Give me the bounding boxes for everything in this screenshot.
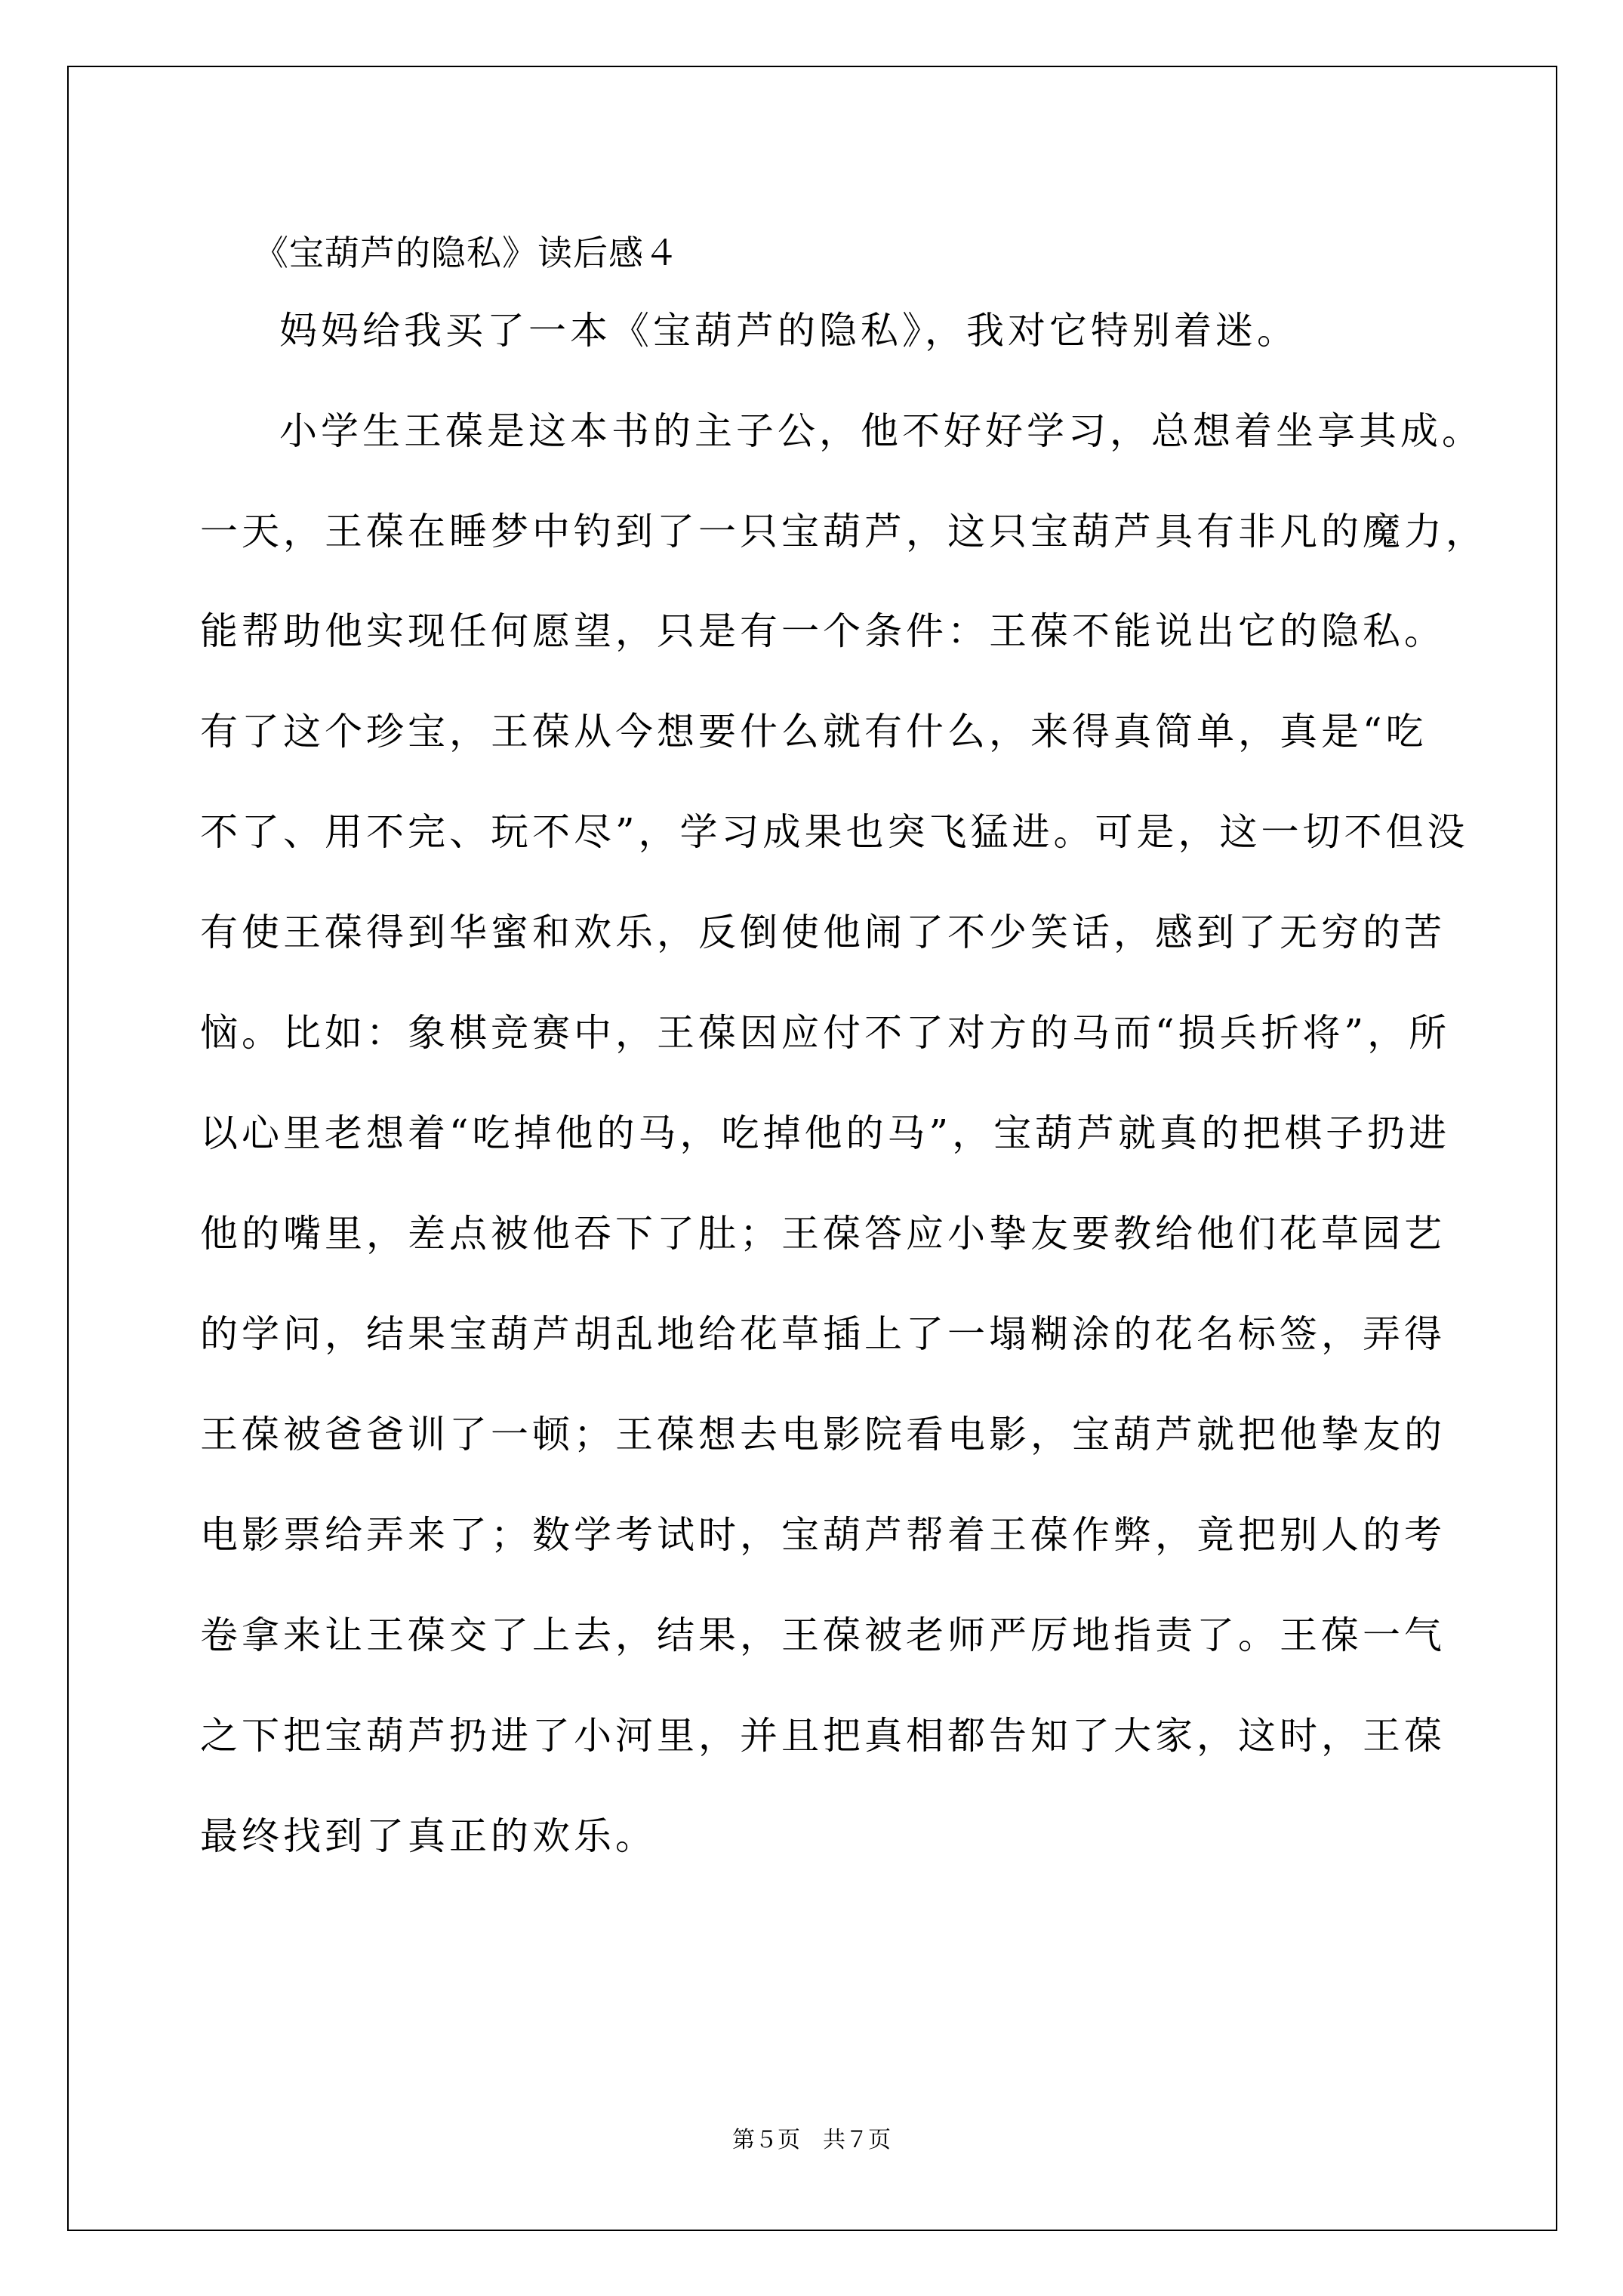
paragraph-line: 他的嘴里，差点被他吞下了肚；王葆答应小挚友要教给他们花草园艺 [200, 1212, 1446, 1256]
paragraph-line: 最终找到了真正的欢乐。 [200, 1814, 657, 1858]
paragraph-line: 之下把宝葫芦扔进了小河里，并且把真相都告知了大家，这时，王葆 [200, 1714, 1446, 1758]
paragraph-line: 的学问，结果宝葫芦胡乱地给花草插上了一塌糊涂的花名标签，弄得 [200, 1312, 1446, 1356]
paragraph-line: 能帮助他实现任何愿望，只是有一个条件：王葆不能说出它的隐私。 [200, 609, 1446, 653]
paragraph-line: 妈妈给我买了一本《宝葫芦的隐私》，我对它特别着迷。 [279, 309, 1298, 353]
page-number-footer: 第５页 共７页 [732, 2127, 891, 2153]
paragraph-line: 以心里老想着“吃掉他的马，吃掉他的马”，宝葫芦就真的把棋子扔进 [200, 1111, 1451, 1155]
paragraph-line: 电影票给弄来了；数学考试时，宝葫芦帮着王葆作弊，竟把别人的考 [200, 1513, 1446, 1557]
paragraph-line: 恼。比如：象棋竞赛中，王葆因应付不了对方的马而“损兵折将”，所 [200, 1011, 1451, 1055]
paragraph-line: 有了这个珍宝，王葆从今想要什么就有什么，来得真简单，真是“吃 [200, 710, 1427, 754]
document-title: 《宝葫芦的隐私》读后感４ [254, 233, 679, 273]
paragraph-line: 小学生王葆是这本书的主子公，他不好好学习，总想着坐享其成。 [279, 409, 1483, 453]
paragraph-line: 王葆被爸爸训了一顿；王葆想去电影院看电影，宝葫芦就把他挚友的 [200, 1413, 1446, 1456]
paragraph-line: 有使王葆得到华蜜和欢乐，反倒使他闹了不少笑话，感到了无穷的苦 [200, 911, 1446, 954]
paragraph-line: 不了、用不完、玩不尽”，学习成果也突飞猛进。可是，这一切不但没 [200, 810, 1469, 854]
paragraph-line: 一天，王葆在睡梦中钓到了一只宝葫芦，这只宝葫芦具有非凡的魔力， [200, 510, 1487, 553]
paragraph-line: 卷拿来让王葆交了上去，结果，王葆被老师严厉地指责了。王葆一气 [200, 1613, 1446, 1657]
